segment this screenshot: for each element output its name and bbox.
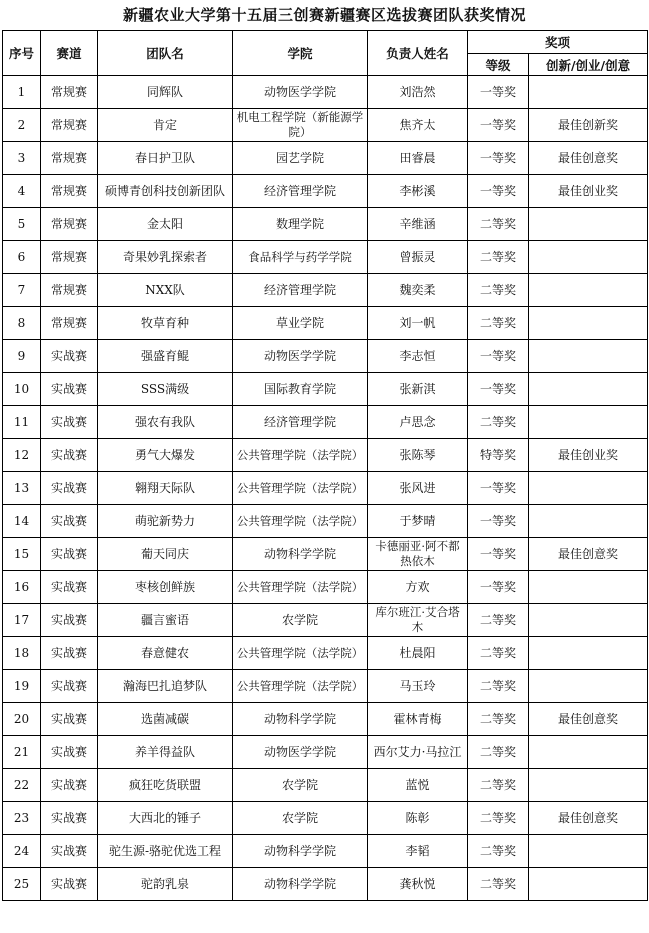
cell-special xyxy=(529,736,648,769)
table-row xyxy=(3,868,648,901)
cell-leader: 焦齐太 xyxy=(368,109,468,142)
cell-track: 实战赛 xyxy=(41,439,98,472)
table-row xyxy=(3,670,648,703)
cell-college: 公共管理学院（法学院） xyxy=(233,670,368,703)
cell-special xyxy=(529,406,648,439)
cell-grade: 一等奖 xyxy=(468,505,529,538)
cell-special: 最佳创意奖 xyxy=(529,142,648,175)
table-row xyxy=(3,637,648,670)
cell-leader: 张风进 xyxy=(368,472,468,505)
cell-college: 经济管理学院 xyxy=(233,175,368,208)
table-row xyxy=(3,703,648,736)
cell-index: 7 xyxy=(3,274,41,307)
cell-track: 实战赛 xyxy=(41,637,98,670)
cell-team: 萌驼新势力 xyxy=(98,505,233,538)
table-row xyxy=(3,340,648,373)
table-row xyxy=(3,736,648,769)
table-row xyxy=(3,802,648,835)
cell-grade: 特等奖 xyxy=(468,439,529,472)
cell-index: 3 xyxy=(3,142,41,175)
cell-team: 翱翔天际队 xyxy=(98,472,233,505)
cell-track: 常规赛 xyxy=(41,175,98,208)
cell-leader: 李彬溪 xyxy=(368,175,468,208)
cell-leader: 蓝悦 xyxy=(368,769,468,802)
table-row xyxy=(3,307,648,340)
cell-track: 实战赛 xyxy=(41,505,98,538)
cell-team: NXX队 xyxy=(98,274,233,307)
cell-track: 实战赛 xyxy=(41,571,98,604)
cell-grade: 二等奖 xyxy=(468,604,529,637)
cell-team: 硕博青创科技创新团队 xyxy=(98,175,233,208)
cell-index: 1 xyxy=(3,76,41,109)
table-row xyxy=(3,109,648,142)
cell-college: 动物科学学院 xyxy=(233,868,368,901)
cell-leader: 辛维涵 xyxy=(368,208,468,241)
cell-team: 肯定 xyxy=(98,109,233,142)
cell-college: 机电工程学院（新能源学院） xyxy=(233,109,368,142)
cell-index: 12 xyxy=(3,439,41,472)
cell-team: 驼韵乳泉 xyxy=(98,868,233,901)
table-row xyxy=(3,538,648,571)
cell-grade: 二等奖 xyxy=(468,241,529,274)
table-row xyxy=(3,604,648,637)
cell-index: 8 xyxy=(3,307,41,340)
cell-college: 公共管理学院（法学院） xyxy=(233,571,368,604)
cell-team: 强盛育鲲 xyxy=(98,340,233,373)
cell-index: 23 xyxy=(3,802,41,835)
cell-index: 25 xyxy=(3,868,41,901)
cell-index: 6 xyxy=(3,241,41,274)
cell-leader: 刘一帆 xyxy=(368,307,468,340)
cell-grade: 一等奖 xyxy=(468,142,529,175)
cell-grade: 二等奖 xyxy=(468,670,529,703)
cell-track: 常规赛 xyxy=(41,274,98,307)
table-row xyxy=(3,571,648,604)
cell-grade: 二等奖 xyxy=(468,307,529,340)
cell-grade: 二等奖 xyxy=(468,802,529,835)
cell-college: 公共管理学院（法学院） xyxy=(233,505,368,538)
cell-track: 实战赛 xyxy=(41,340,98,373)
table-row xyxy=(3,769,648,802)
table-row xyxy=(3,208,648,241)
cell-leader: 霍林青梅 xyxy=(368,703,468,736)
table-row xyxy=(3,439,648,472)
cell-team: SSS满级 xyxy=(98,373,233,406)
header-college: 学院 xyxy=(233,31,368,76)
cell-special xyxy=(529,637,648,670)
cell-college: 动物科学学院 xyxy=(233,835,368,868)
cell-college: 农学院 xyxy=(233,769,368,802)
cell-grade: 二等奖 xyxy=(468,868,529,901)
cell-college: 经济管理学院 xyxy=(233,406,368,439)
cell-index: 11 xyxy=(3,406,41,439)
cell-grade: 二等奖 xyxy=(468,835,529,868)
header-track: 赛道 xyxy=(41,31,98,76)
cell-leader: 于梦晴 xyxy=(368,505,468,538)
cell-leader: 魏奕柔 xyxy=(368,274,468,307)
cell-special xyxy=(529,241,648,274)
header-leader: 负责人姓名 xyxy=(368,31,468,76)
header-row-top xyxy=(3,31,648,54)
table-row xyxy=(3,373,648,406)
cell-index: 9 xyxy=(3,340,41,373)
cell-special: 最佳创意奖 xyxy=(529,802,648,835)
cell-college: 园艺学院 xyxy=(233,142,368,175)
cell-grade: 一等奖 xyxy=(468,109,529,142)
cell-special: 最佳创业奖 xyxy=(529,439,648,472)
cell-team: 春日护卫队 xyxy=(98,142,233,175)
cell-grade: 一等奖 xyxy=(468,472,529,505)
cell-special xyxy=(529,340,648,373)
cell-team: 养羊得益队 xyxy=(98,736,233,769)
cell-track: 常规赛 xyxy=(41,241,98,274)
table-row xyxy=(3,835,648,868)
cell-track: 实战赛 xyxy=(41,703,98,736)
cell-track: 实战赛 xyxy=(41,604,98,637)
awards-table xyxy=(2,30,648,901)
cell-team: 葡天同庆 xyxy=(98,538,233,571)
cell-team: 奇果妙乳探索者 xyxy=(98,241,233,274)
cell-index: 19 xyxy=(3,670,41,703)
cell-grade: 一等奖 xyxy=(468,538,529,571)
cell-grade: 二等奖 xyxy=(468,274,529,307)
cell-grade: 一等奖 xyxy=(468,571,529,604)
cell-leader: 李志恒 xyxy=(368,340,468,373)
document-title: 新疆农业大学第十五届三创赛新疆赛区选拔赛团队获奖情况 xyxy=(122,6,526,24)
cell-track: 实战赛 xyxy=(41,670,98,703)
cell-special xyxy=(529,373,648,406)
cell-index: 17 xyxy=(3,604,41,637)
cell-special xyxy=(529,769,648,802)
cell-track: 常规赛 xyxy=(41,208,98,241)
cell-index: 13 xyxy=(3,472,41,505)
cell-special xyxy=(529,208,648,241)
cell-special xyxy=(529,505,648,538)
cell-team: 枣核创鲜族 xyxy=(98,571,233,604)
cell-college: 动物医学学院 xyxy=(233,76,368,109)
cell-college: 农学院 xyxy=(233,604,368,637)
cell-leader: 田睿晨 xyxy=(368,142,468,175)
cell-college: 动物科学学院 xyxy=(233,703,368,736)
cell-track: 实战赛 xyxy=(41,868,98,901)
table-row xyxy=(3,472,648,505)
cell-team: 大西北的锤子 xyxy=(98,802,233,835)
cell-index: 20 xyxy=(3,703,41,736)
cell-special: 最佳创意奖 xyxy=(529,703,648,736)
cell-grade: 二等奖 xyxy=(468,736,529,769)
cell-index: 21 xyxy=(3,736,41,769)
table-row xyxy=(3,76,648,109)
cell-team: 春意健农 xyxy=(98,637,233,670)
cell-track: 常规赛 xyxy=(41,76,98,109)
cell-college: 动物医学学院 xyxy=(233,736,368,769)
cell-grade: 一等奖 xyxy=(468,76,529,109)
header-grade: 等级 xyxy=(468,54,529,76)
cell-track: 实战赛 xyxy=(41,472,98,505)
cell-leader: 卢思念 xyxy=(368,406,468,439)
cell-team: 勇气大爆发 xyxy=(98,439,233,472)
cell-college: 数理学院 xyxy=(233,208,368,241)
cell-team: 瀚海巴扎追梦队 xyxy=(98,670,233,703)
cell-track: 实战赛 xyxy=(41,406,98,439)
cell-team: 疆言蜜语 xyxy=(98,604,233,637)
cell-track: 实战赛 xyxy=(41,736,98,769)
cell-team: 牧草育种 xyxy=(98,307,233,340)
cell-grade: 一等奖 xyxy=(468,373,529,406)
cell-leader: 马玉玲 xyxy=(368,670,468,703)
table-body xyxy=(3,76,648,901)
cell-index: 22 xyxy=(3,769,41,802)
cell-grade: 二等奖 xyxy=(468,208,529,241)
cell-leader: 张陈琴 xyxy=(368,439,468,472)
cell-college: 农学院 xyxy=(233,802,368,835)
cell-track: 实战赛 xyxy=(41,802,98,835)
cell-college: 食品科学与药学学院 xyxy=(233,241,368,274)
cell-grade: 二等奖 xyxy=(468,406,529,439)
cell-track: 实战赛 xyxy=(41,373,98,406)
cell-index: 16 xyxy=(3,571,41,604)
cell-track: 常规赛 xyxy=(41,142,98,175)
cell-track: 实战赛 xyxy=(41,769,98,802)
cell-leader: 龚秋悦 xyxy=(368,868,468,901)
table-row xyxy=(3,274,648,307)
cell-leader: 张新淇 xyxy=(368,373,468,406)
cell-college: 公共管理学院（法学院） xyxy=(233,637,368,670)
cell-index: 15 xyxy=(3,538,41,571)
cell-index: 2 xyxy=(3,109,41,142)
cell-index: 4 xyxy=(3,175,41,208)
cell-index: 14 xyxy=(3,505,41,538)
cell-college: 公共管理学院（法学院） xyxy=(233,472,368,505)
table-row xyxy=(3,175,648,208)
cell-leader: 陈彰 xyxy=(368,802,468,835)
cell-college: 经济管理学院 xyxy=(233,274,368,307)
cell-special: 最佳创业奖 xyxy=(529,175,648,208)
cell-special xyxy=(529,274,648,307)
cell-special xyxy=(529,472,648,505)
cell-special xyxy=(529,868,648,901)
cell-grade: 一等奖 xyxy=(468,340,529,373)
cell-team: 金太阳 xyxy=(98,208,233,241)
cell-college: 动物科学学院 xyxy=(233,538,368,571)
cell-grade: 二等奖 xyxy=(468,637,529,670)
cell-team: 同辉队 xyxy=(98,76,233,109)
cell-special xyxy=(529,76,648,109)
cell-track: 实战赛 xyxy=(41,835,98,868)
table-row xyxy=(3,406,648,439)
cell-special xyxy=(529,571,648,604)
cell-leader: 李韬 xyxy=(368,835,468,868)
table-row xyxy=(3,241,648,274)
cell-leader: 西尔艾力·马拉江 xyxy=(368,736,468,769)
cell-special: 最佳创意奖 xyxy=(529,538,648,571)
cell-leader: 杜晨阳 xyxy=(368,637,468,670)
cell-grade: 二等奖 xyxy=(468,769,529,802)
header-index: 序号 xyxy=(3,31,41,76)
cell-leader: 刘浩然 xyxy=(368,76,468,109)
header-team: 团队名 xyxy=(98,31,233,76)
cell-special xyxy=(529,670,648,703)
cell-team: 强农有我队 xyxy=(98,406,233,439)
cell-track: 实战赛 xyxy=(41,538,98,571)
cell-special xyxy=(529,835,648,868)
table-row xyxy=(3,505,648,538)
cell-grade: 一等奖 xyxy=(468,175,529,208)
cell-track: 常规赛 xyxy=(41,109,98,142)
cell-special xyxy=(529,604,648,637)
header-special: 创新/创业/创意 xyxy=(529,54,648,76)
cell-leader: 卡德丽亚·阿不都热依木 xyxy=(368,538,468,571)
cell-index: 5 xyxy=(3,208,41,241)
cell-college: 草业学院 xyxy=(233,307,368,340)
cell-special: 最佳创新奖 xyxy=(529,109,648,142)
cell-track: 常规赛 xyxy=(41,307,98,340)
table-row xyxy=(3,142,648,175)
cell-team: 驼生源-骆驼优选工程 xyxy=(98,835,233,868)
cell-college: 动物医学学院 xyxy=(233,340,368,373)
cell-team: 选菌减碳 xyxy=(98,703,233,736)
cell-leader: 曾振灵 xyxy=(368,241,468,274)
cell-special xyxy=(529,307,648,340)
cell-leader: 库尔班江·艾合塔木 xyxy=(368,604,468,637)
cell-leader: 方欢 xyxy=(368,571,468,604)
cell-index: 18 xyxy=(3,637,41,670)
cell-grade: 二等奖 xyxy=(468,703,529,736)
cell-college: 公共管理学院（法学院） xyxy=(233,439,368,472)
cell-college: 国际教育学院 xyxy=(233,373,368,406)
cell-team: 疯狂吃货联盟 xyxy=(98,769,233,802)
header-awards: 奖项 xyxy=(468,31,648,54)
cell-index: 10 xyxy=(3,373,41,406)
cell-index: 24 xyxy=(3,835,41,868)
